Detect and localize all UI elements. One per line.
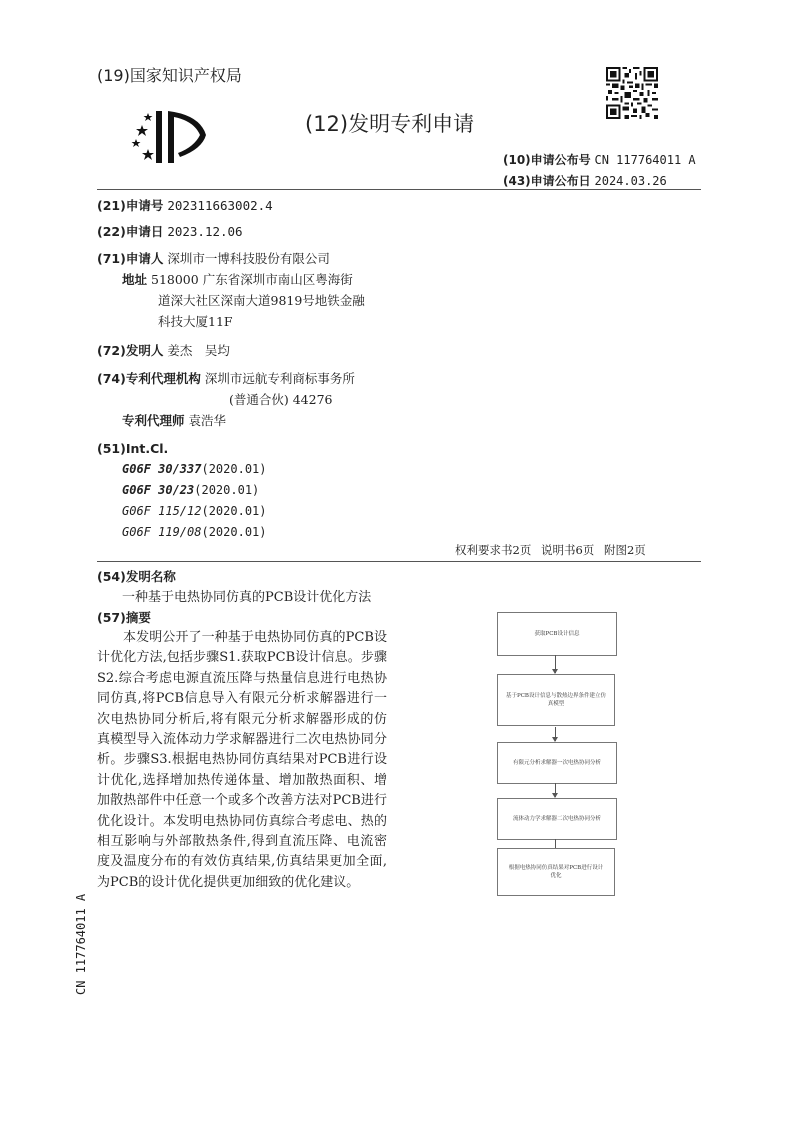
agency-name-line-2: (普通合伙) 44276 <box>229 392 333 407</box>
publication-number: CN 117764011 A <box>594 153 696 167</box>
inventor-field <box>97 341 230 361</box>
application-number-field <box>97 196 273 216</box>
flowchart-step: 流体动力学求解器二次电热协同分析 <box>497 798 617 840</box>
abstract-text: 本发明公开了一种基于电热协同仿真的PCB设计优化方法,包括步骤S1.获取PCB设计信息。步骤S2.综合考虑电源直流压降与热量信息进行电热协同仿真,将PCB信息导入有限元分析求解器进行一次电热协同分析后,将有限元分析求解器形成的仿真模型导入流体动力学求解器进行二次电热协同分析。步骤S3.根据电热协同仿真结果对PCB进行设计优化,选择增加热传递体量、增加散热面积、增加散热部件中任意一个或多个改善方法对PCB进行优化设计。本发明电热协同仿真综合考虑电、热的相互影响与外部散热条件,得到直流压降、电流密度及温度分布的有效仿真结果,仿真结果更加全面,为PCB的设计优化提供更加细致的优化建议。 <box>97 630 387 890</box>
ipc-label <box>97 439 168 459</box>
applicant-label: (71)申请人 <box>97 251 164 266</box>
ipc-entry <box>122 525 267 539</box>
side-publication-number: CN 117764011 A <box>74 893 88 995</box>
invention-title-label <box>97 567 176 587</box>
header-divider <box>97 189 701 190</box>
filing-date-field <box>97 222 243 242</box>
flowchart-step: 有限元分析求解器一次电热协同分析 <box>497 742 617 784</box>
inventor-label: (72)发明人 <box>97 343 164 358</box>
agency-label: (74)专利代理机构 <box>97 371 201 386</box>
address-line-2: 道深大社区深南大道9819号地铁金融 <box>158 293 365 308</box>
publication-date-label: (43)申请公布日 <box>503 174 591 188</box>
ipc-entry <box>122 483 259 497</box>
office-name: (19)国家知识产权局 <box>97 66 242 85</box>
abstract-flowchart <box>497 612 617 887</box>
filing-date-label: (22)申请日 <box>97 224 164 239</box>
flowchart-arrow <box>555 783 556 797</box>
publication-date: 2024.03.26 <box>594 174 667 188</box>
agent-name: 袁浩华 <box>188 413 227 428</box>
abstract-label-text: (57)摘要 <box>97 610 151 625</box>
document-type: (12)发明专利申请 <box>305 112 475 136</box>
filing-date: 2023.12.06 <box>167 224 243 239</box>
agency-name: 深圳市远航专利商标事务所 <box>204 371 355 386</box>
cnipa-logo <box>128 105 208 167</box>
address-line-3: 科技大厦11F <box>158 314 233 329</box>
ipc-version: (2020.01) <box>194 483 260 497</box>
abstract-label <box>97 608 151 628</box>
body-divider <box>97 561 701 562</box>
publication-number-row <box>503 151 696 168</box>
agency-field <box>97 369 355 389</box>
publication-date-row <box>503 172 667 189</box>
address-label: 地址 <box>122 272 148 287</box>
address-field <box>122 270 353 290</box>
applicant-field <box>97 249 330 269</box>
ipc-code: G06F 30/337 <box>122 462 202 476</box>
ipc-version: (2020.01) <box>201 525 267 539</box>
application-number: 202311663002.4 <box>167 198 273 213</box>
flowchart-arrow <box>555 727 556 741</box>
address-line-1: 518000 广东省深圳市南山区粤海街 <box>151 272 353 287</box>
ipc-entry <box>122 504 267 518</box>
ipc-code: G06F 115/12 <box>122 504 202 518</box>
ipc-entry <box>122 462 267 476</box>
ipc-version: (2020.01) <box>201 504 267 518</box>
ipc-code: G06F 119/08 <box>122 525 202 539</box>
flowchart-step: 基于PCB设计信息与散热边界条件建立仿真模型 <box>497 674 615 726</box>
page-count-summary: 权利要求书2页 说明书6页 附图2页 <box>455 543 646 557</box>
application-number-label: (21)申请号 <box>97 198 164 213</box>
ipc-code: G06F 30/23 <box>122 483 195 497</box>
flowchart-step: 获取PCB设计信息 <box>497 612 617 656</box>
flowchart-arrow <box>555 655 556 673</box>
inventor-names: 姜杰 吴均 <box>167 343 230 358</box>
invention-title: 一种基于电热协同仿真的PCB设计优化方法 <box>122 590 372 605</box>
applicant-name: 深圳市一博科技股份有限公司 <box>167 251 330 266</box>
ipc-version: (2020.01) <box>201 462 267 476</box>
flowchart-step: 根据电热协同仿真结果对PCB进行设计优化 <box>497 848 615 896</box>
ipc-label-text: (51)Int.Cl. <box>97 441 169 456</box>
agent-label: 专利代理师 <box>122 413 185 428</box>
agent-field <box>122 411 226 431</box>
qr-code-icon <box>606 67 658 119</box>
publication-number-label: (10)申请公布号 <box>503 153 591 167</box>
invention-title-label-text: (54)发明名称 <box>97 569 176 584</box>
